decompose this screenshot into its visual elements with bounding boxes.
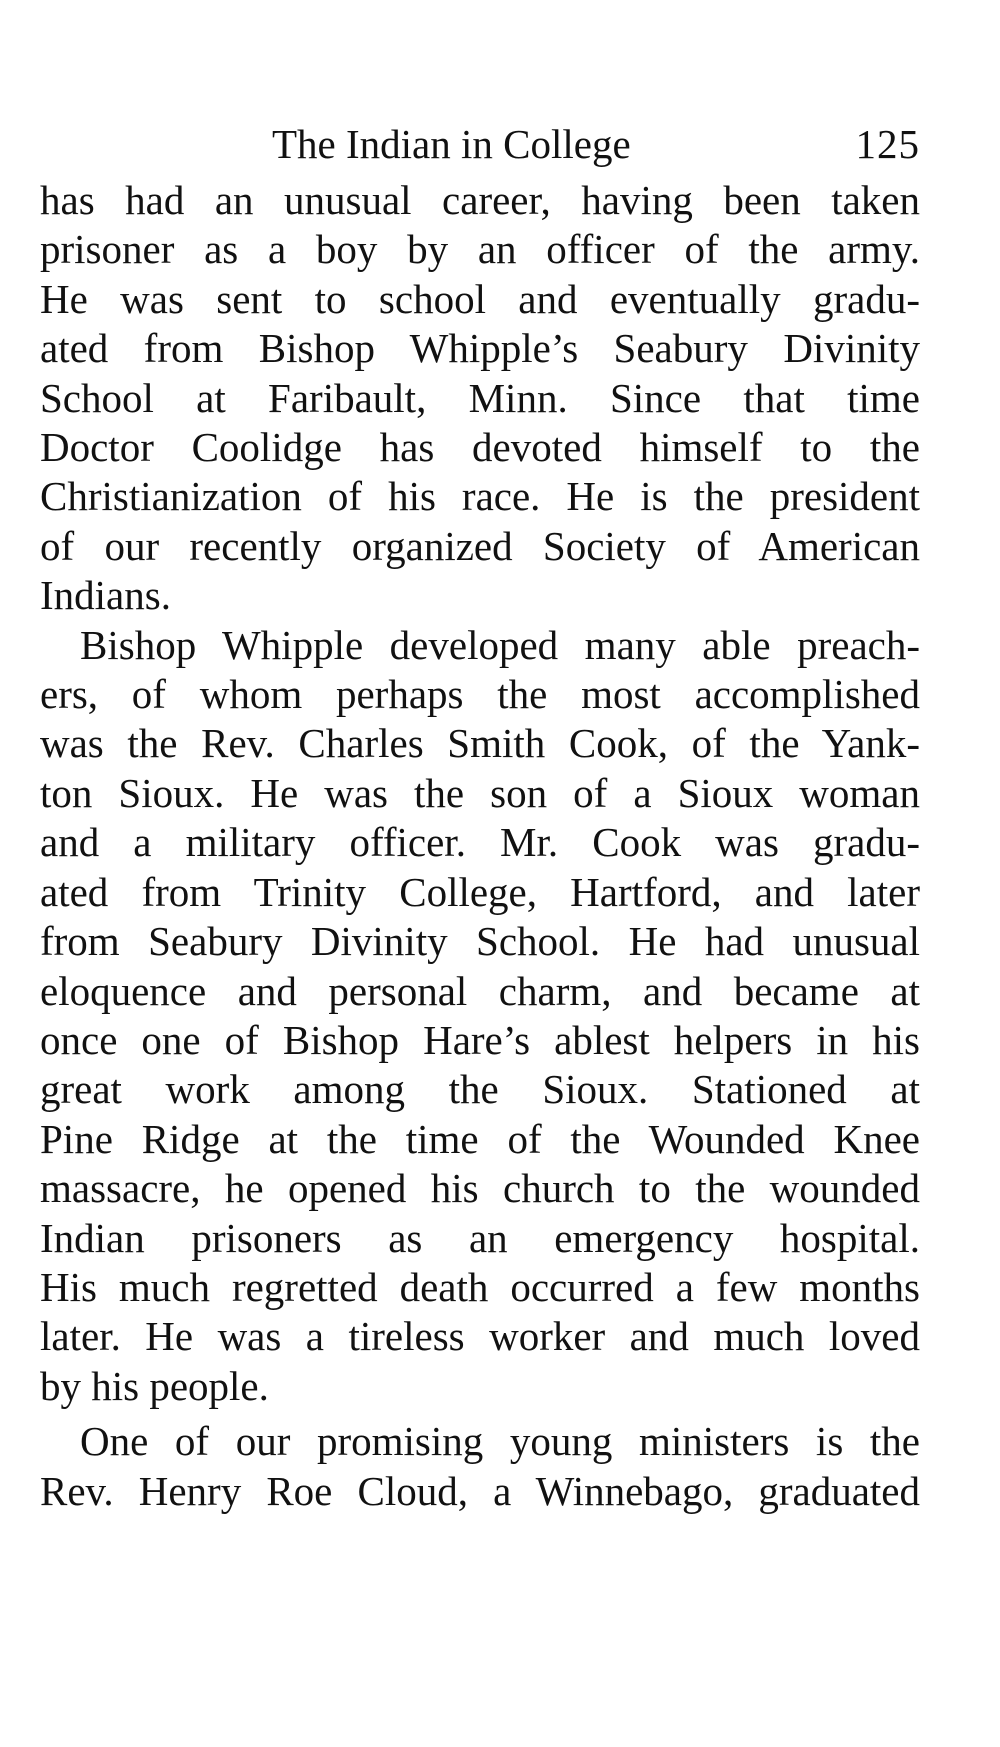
text-line: prisoner as a boy by an officer of the army. bbox=[40, 226, 920, 273]
body-text bbox=[40, 176, 920, 1516]
text-line: massacre, he opened his church to the wounded bbox=[40, 1165, 920, 1212]
text-line: from Seabury Divinity School. He had unusual bbox=[40, 918, 920, 965]
text-line: Indian prisoners as an emergency hospital. bbox=[40, 1214, 920, 1261]
text-line: of our recently organized Society of American bbox=[40, 522, 920, 569]
paragraph-1 bbox=[40, 176, 920, 621]
text-line: School at Faribault, Minn. Since that time bbox=[40, 374, 920, 421]
text-line: Doctor Coolidge has devoted himself to the bbox=[40, 424, 920, 471]
text-line: ated from Trinity College, Hartford, and later bbox=[40, 868, 920, 915]
text-line: has had an unusual career, having been taken bbox=[40, 177, 920, 223]
text-line: and a military officer. Mr. Cook was gradu- bbox=[40, 819, 920, 866]
paragraph-3 bbox=[40, 1417, 920, 1516]
text-line: Rev. Henry Roe Cloud, a Winnebago, graduated bbox=[40, 1467, 920, 1514]
text-line: Pine Ridge at the time of the Wounded Knee bbox=[40, 1115, 920, 1162]
page-number: 125 bbox=[855, 121, 920, 167]
running-title: The Indian in College bbox=[272, 121, 631, 167]
text-line: eloquence and personal charm, and became at bbox=[40, 967, 920, 1014]
running-head bbox=[40, 118, 920, 170]
text-line: His much regretted death occurred a few months bbox=[40, 1263, 920, 1310]
text-line: One of our promising young ministers is the bbox=[80, 1418, 920, 1465]
text-line: He was sent to school and eventually gradu- bbox=[40, 275, 920, 322]
text-line: later. He was a tireless worker and much loved bbox=[40, 1313, 920, 1360]
text-line: was the Rev. Charles Smith Cook, of the Yank- bbox=[40, 720, 920, 767]
text-line: Indians. bbox=[40, 572, 171, 619]
paragraph-2 bbox=[40, 621, 920, 1412]
text-line: ers, of whom perhaps the most accomplished bbox=[40, 671, 920, 718]
text-line: ated from Bishop Whipple’s Seabury Divinity bbox=[40, 325, 920, 372]
text-line: great work among the Sioux. Stationed at bbox=[40, 1066, 920, 1113]
text-line: Christianization of his race. He is the president bbox=[40, 473, 920, 520]
text-line: by his people. bbox=[40, 1362, 269, 1409]
text-line: ton Sioux. He was the son of a Sioux woman bbox=[40, 769, 920, 816]
text-line: once one of Bishop Hare’s ablest helpers in his bbox=[40, 1016, 920, 1063]
text-line: Bishop Whipple developed many able preach- bbox=[80, 621, 920, 668]
